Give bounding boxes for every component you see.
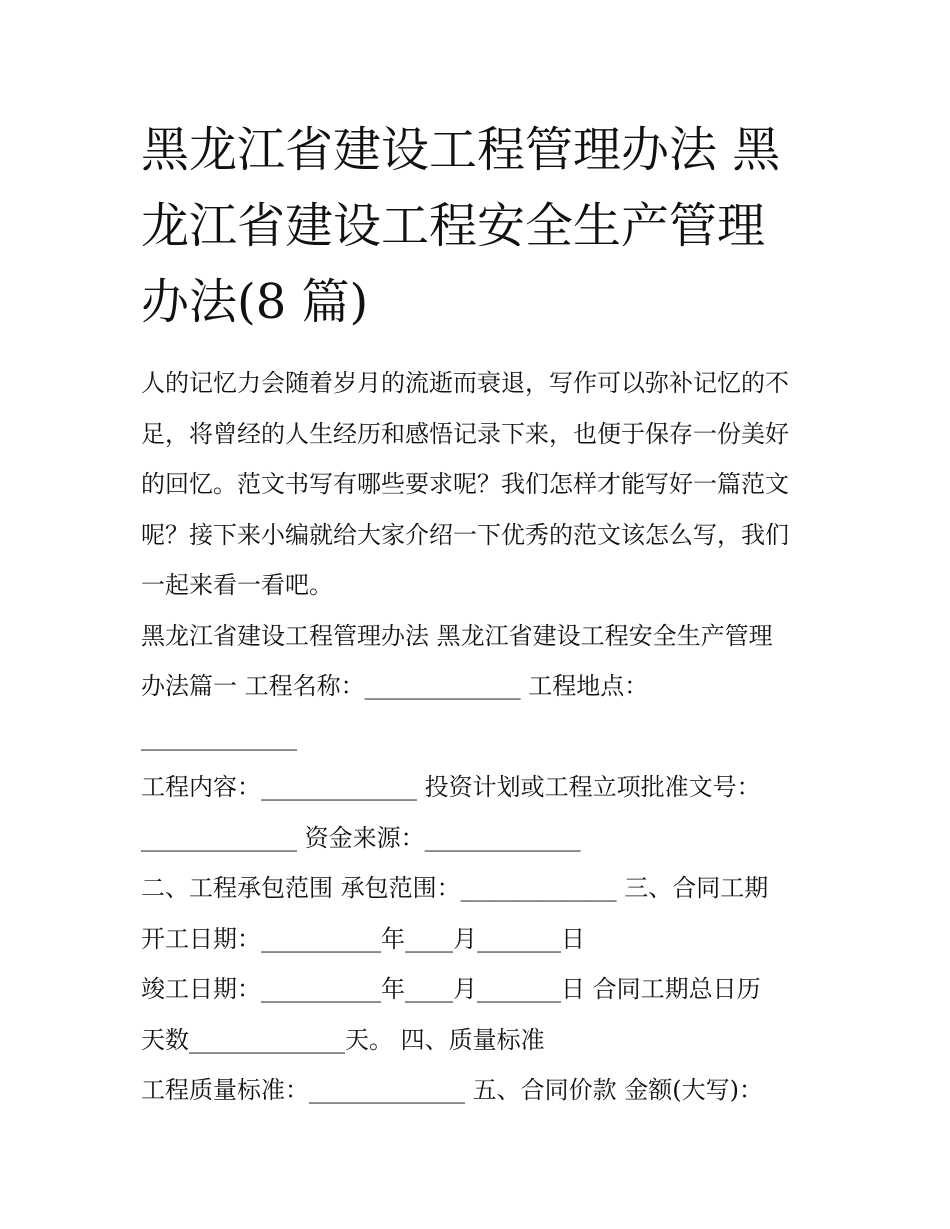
project-name-line: 办法篇一 工程名称：_____________ 工程地点： xyxy=(141,672,649,700)
title-line: 龙江省建设工程安全生产管理 xyxy=(141,198,766,254)
document-body xyxy=(141,358,821,1116)
project-content-line: 工程内容：_____________ 投资计划或工程立项批准文号： xyxy=(141,773,761,801)
quality-standard-line: 工程质量标准：_____________ 五、合同价款 金额(大写)： xyxy=(141,1076,763,1104)
intro-line: 呢？接下来小编就给大家介绍一下优秀的范文该怎么写，我们 xyxy=(141,520,789,549)
intro-line: 足，将曾经的人生经历和感悟记录下来，也便于保存一份美好 xyxy=(141,419,789,448)
document-page xyxy=(141,112,821,1116)
total-days-line: 天数_____________天。 四、质量标准 xyxy=(141,1025,545,1054)
funding-source-line: _____________ 资金来源：_____________ xyxy=(141,823,581,852)
intro-line: 一起来看一看吧。 xyxy=(141,571,333,599)
section-heading-line: 黑龙江省建设工程管理办法 黑龙江省建设工程安全生产管理 xyxy=(141,621,773,650)
intro-line: 的回忆。范文书写有哪些要求呢？我们怎样才能写好一篇范文 xyxy=(141,470,789,498)
start-date-line: 开工日期：__________年____月_______日 xyxy=(141,924,585,953)
document-title xyxy=(141,112,821,340)
project-location-blank: _____________ xyxy=(141,722,297,751)
title-line: 办法(8 篇) xyxy=(141,274,369,330)
contract-scope-line: 二、工程承包范围 承包范围：_____________ 三、合同工期 xyxy=(141,874,769,902)
completion-date-line: 竣工日期：__________年____月_______日 合同工期总日历 xyxy=(141,975,761,1003)
intro-line: 人的记忆力会随着岁月的流逝而衰退，写作可以弥补记忆的不 xyxy=(141,369,789,397)
title-line: 黑龙江省建设工程管理办法 黑 xyxy=(141,122,781,178)
